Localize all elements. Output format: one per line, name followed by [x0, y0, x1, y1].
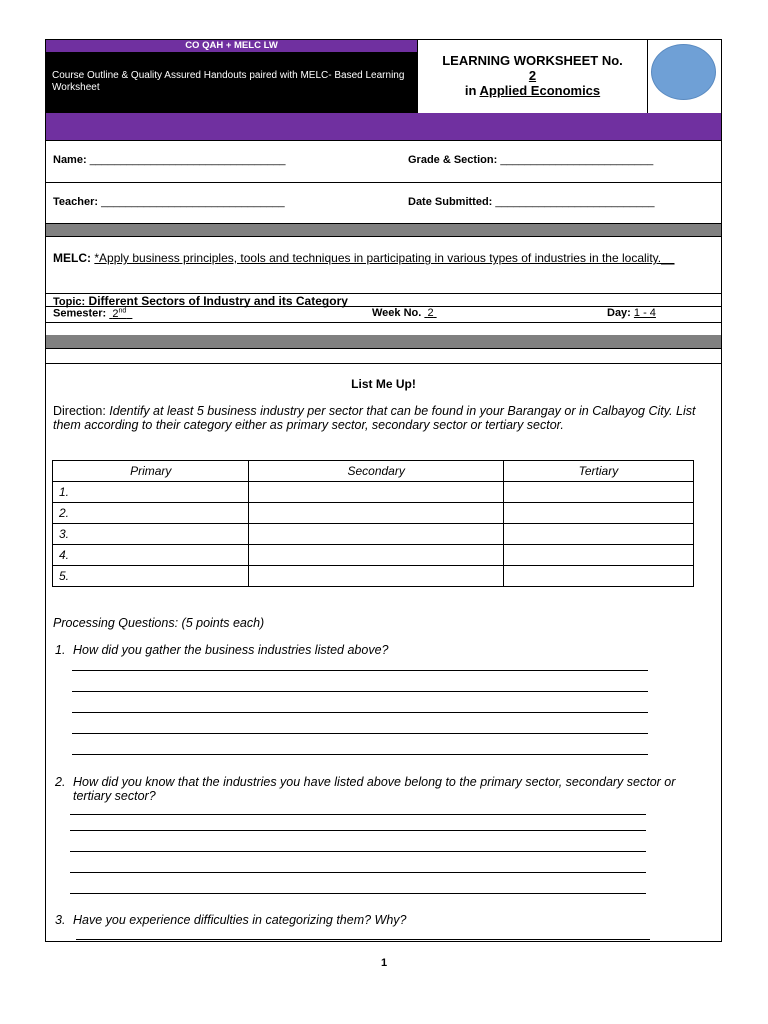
row-number[interactable]: 5. [53, 566, 249, 587]
row-number[interactable]: 4. [53, 545, 249, 566]
header-subtitle: Course Outline & Quality Assured Handouts paired with MELC- Based Learning Worksheet [52, 70, 405, 93]
week-value: 2 [427, 307, 434, 319]
row-number[interactable]: 1. [53, 482, 249, 503]
table-cell[interactable] [249, 482, 503, 503]
table-row [53, 566, 694, 587]
table-cell[interactable] [503, 524, 693, 545]
topic-text: Different Sectors of Industry and its Category [88, 294, 348, 308]
header-banner-text: CO QAH + MELC LW [185, 40, 278, 51]
table-cell[interactable] [249, 566, 503, 587]
answer-line[interactable] [70, 814, 646, 815]
question-2: How did you know that the industries you have listed above belong to the primary sector, secondary sector or tertiary sector? [73, 775, 676, 803]
semester-sup: nd [118, 307, 127, 314]
answer-line[interactable] [76, 939, 650, 940]
day-value: 1 - 4 [633, 307, 656, 319]
week-label: Week No. [372, 307, 422, 319]
worksheet-number [418, 68, 647, 83]
worksheet-subject-line [418, 83, 647, 98]
question-3-number: 3. [55, 913, 66, 927]
melc [53, 251, 716, 265]
worksheet-title [418, 53, 647, 98]
divider [46, 322, 721, 323]
teacher-input[interactable]: ______________________________ [101, 196, 285, 208]
divider [46, 363, 721, 364]
direction-text: Identify at least 5 business industry per sector that can be found in your Barangay or in Calbayog City. List them according to their category either as primary sector, secondary sector or tertiary sector. [53, 404, 696, 432]
worksheet-title-label: LEARNING WORKSHEET No. [442, 53, 623, 68]
divider [46, 140, 721, 141]
answer-line[interactable] [72, 712, 648, 713]
date-field [408, 196, 654, 208]
worksheet-subject-prefix: in [464, 83, 480, 98]
worksheet-number-value: 2 [528, 68, 537, 83]
processing-heading: Processing Questions: (5 points each) [53, 616, 265, 630]
logo-placeholder [651, 44, 716, 100]
activity-title: List Me Up! [351, 377, 416, 391]
answer-line[interactable] [70, 893, 646, 894]
table-row [53, 524, 694, 545]
answer-line[interactable] [70, 830, 646, 831]
table-cell[interactable] [249, 524, 503, 545]
col-tertiary: Tertiary [503, 461, 693, 482]
direction [53, 404, 715, 432]
table-row [53, 545, 694, 566]
table-cell[interactable] [503, 545, 693, 566]
answer-line[interactable] [70, 872, 646, 873]
table-cell[interactable] [249, 545, 503, 566]
question-1: How did you gather the business industries listed above? [73, 643, 389, 657]
grade-label: Grade & Section: [408, 154, 498, 166]
answer-line[interactable] [72, 691, 648, 692]
grey-band [46, 224, 721, 236]
table-row [53, 503, 694, 524]
date-label: Date Submitted: [408, 196, 493, 208]
table-cell[interactable] [503, 482, 693, 503]
semester-value: 2 [112, 307, 119, 320]
divider [46, 236, 721, 237]
name-field [53, 154, 285, 166]
page-number: 1 [380, 957, 388, 969]
question-1-number: 1. [55, 643, 66, 657]
topic-label: Topic: [53, 296, 86, 308]
semester-label: Semester: [53, 307, 107, 320]
table-cell[interactable] [249, 503, 503, 524]
row-number[interactable]: 3. [53, 524, 249, 545]
worksheet-subject: Applied Economics [479, 83, 601, 98]
name-label: Name: [53, 154, 87, 166]
grade-input[interactable]: _________________________ [500, 154, 654, 166]
answer-line[interactable] [70, 851, 646, 852]
divider [46, 182, 721, 183]
col-secondary: Secondary [249, 461, 503, 482]
direction-label: Direction: [53, 404, 106, 418]
day-label: Day: [607, 307, 631, 319]
answer-line[interactable] [72, 670, 648, 671]
date-input[interactable]: __________________________ [495, 196, 655, 208]
day [607, 307, 656, 319]
grey-band-2 [46, 335, 721, 348]
grade-field [408, 154, 653, 166]
semester [53, 307, 132, 320]
table-cell[interactable] [503, 566, 693, 587]
sector-table [52, 460, 694, 587]
teacher-field [53, 196, 285, 208]
question-3: Have you experience difficulties in categorizing them? Why? [73, 913, 407, 927]
answer-line[interactable] [72, 754, 648, 755]
question-2-number: 2. [55, 775, 66, 789]
name-input[interactable]: ________________________________ [89, 154, 286, 166]
divider [46, 348, 721, 349]
purple-band [46, 113, 721, 140]
table-cell[interactable] [503, 503, 693, 524]
melc-text: *Apply business principles, tools and techniques in participating in various types of industries in the locality.__ [94, 251, 675, 265]
table-row [53, 482, 694, 503]
header-divider-2 [647, 40, 648, 113]
table-header-row [53, 461, 694, 482]
teacher-label: Teacher: [53, 196, 99, 208]
col-primary: Primary [53, 461, 249, 482]
melc-label: MELC: [53, 251, 91, 265]
answer-line[interactable] [72, 733, 648, 734]
week [372, 307, 437, 319]
row-number[interactable]: 2. [53, 503, 249, 524]
